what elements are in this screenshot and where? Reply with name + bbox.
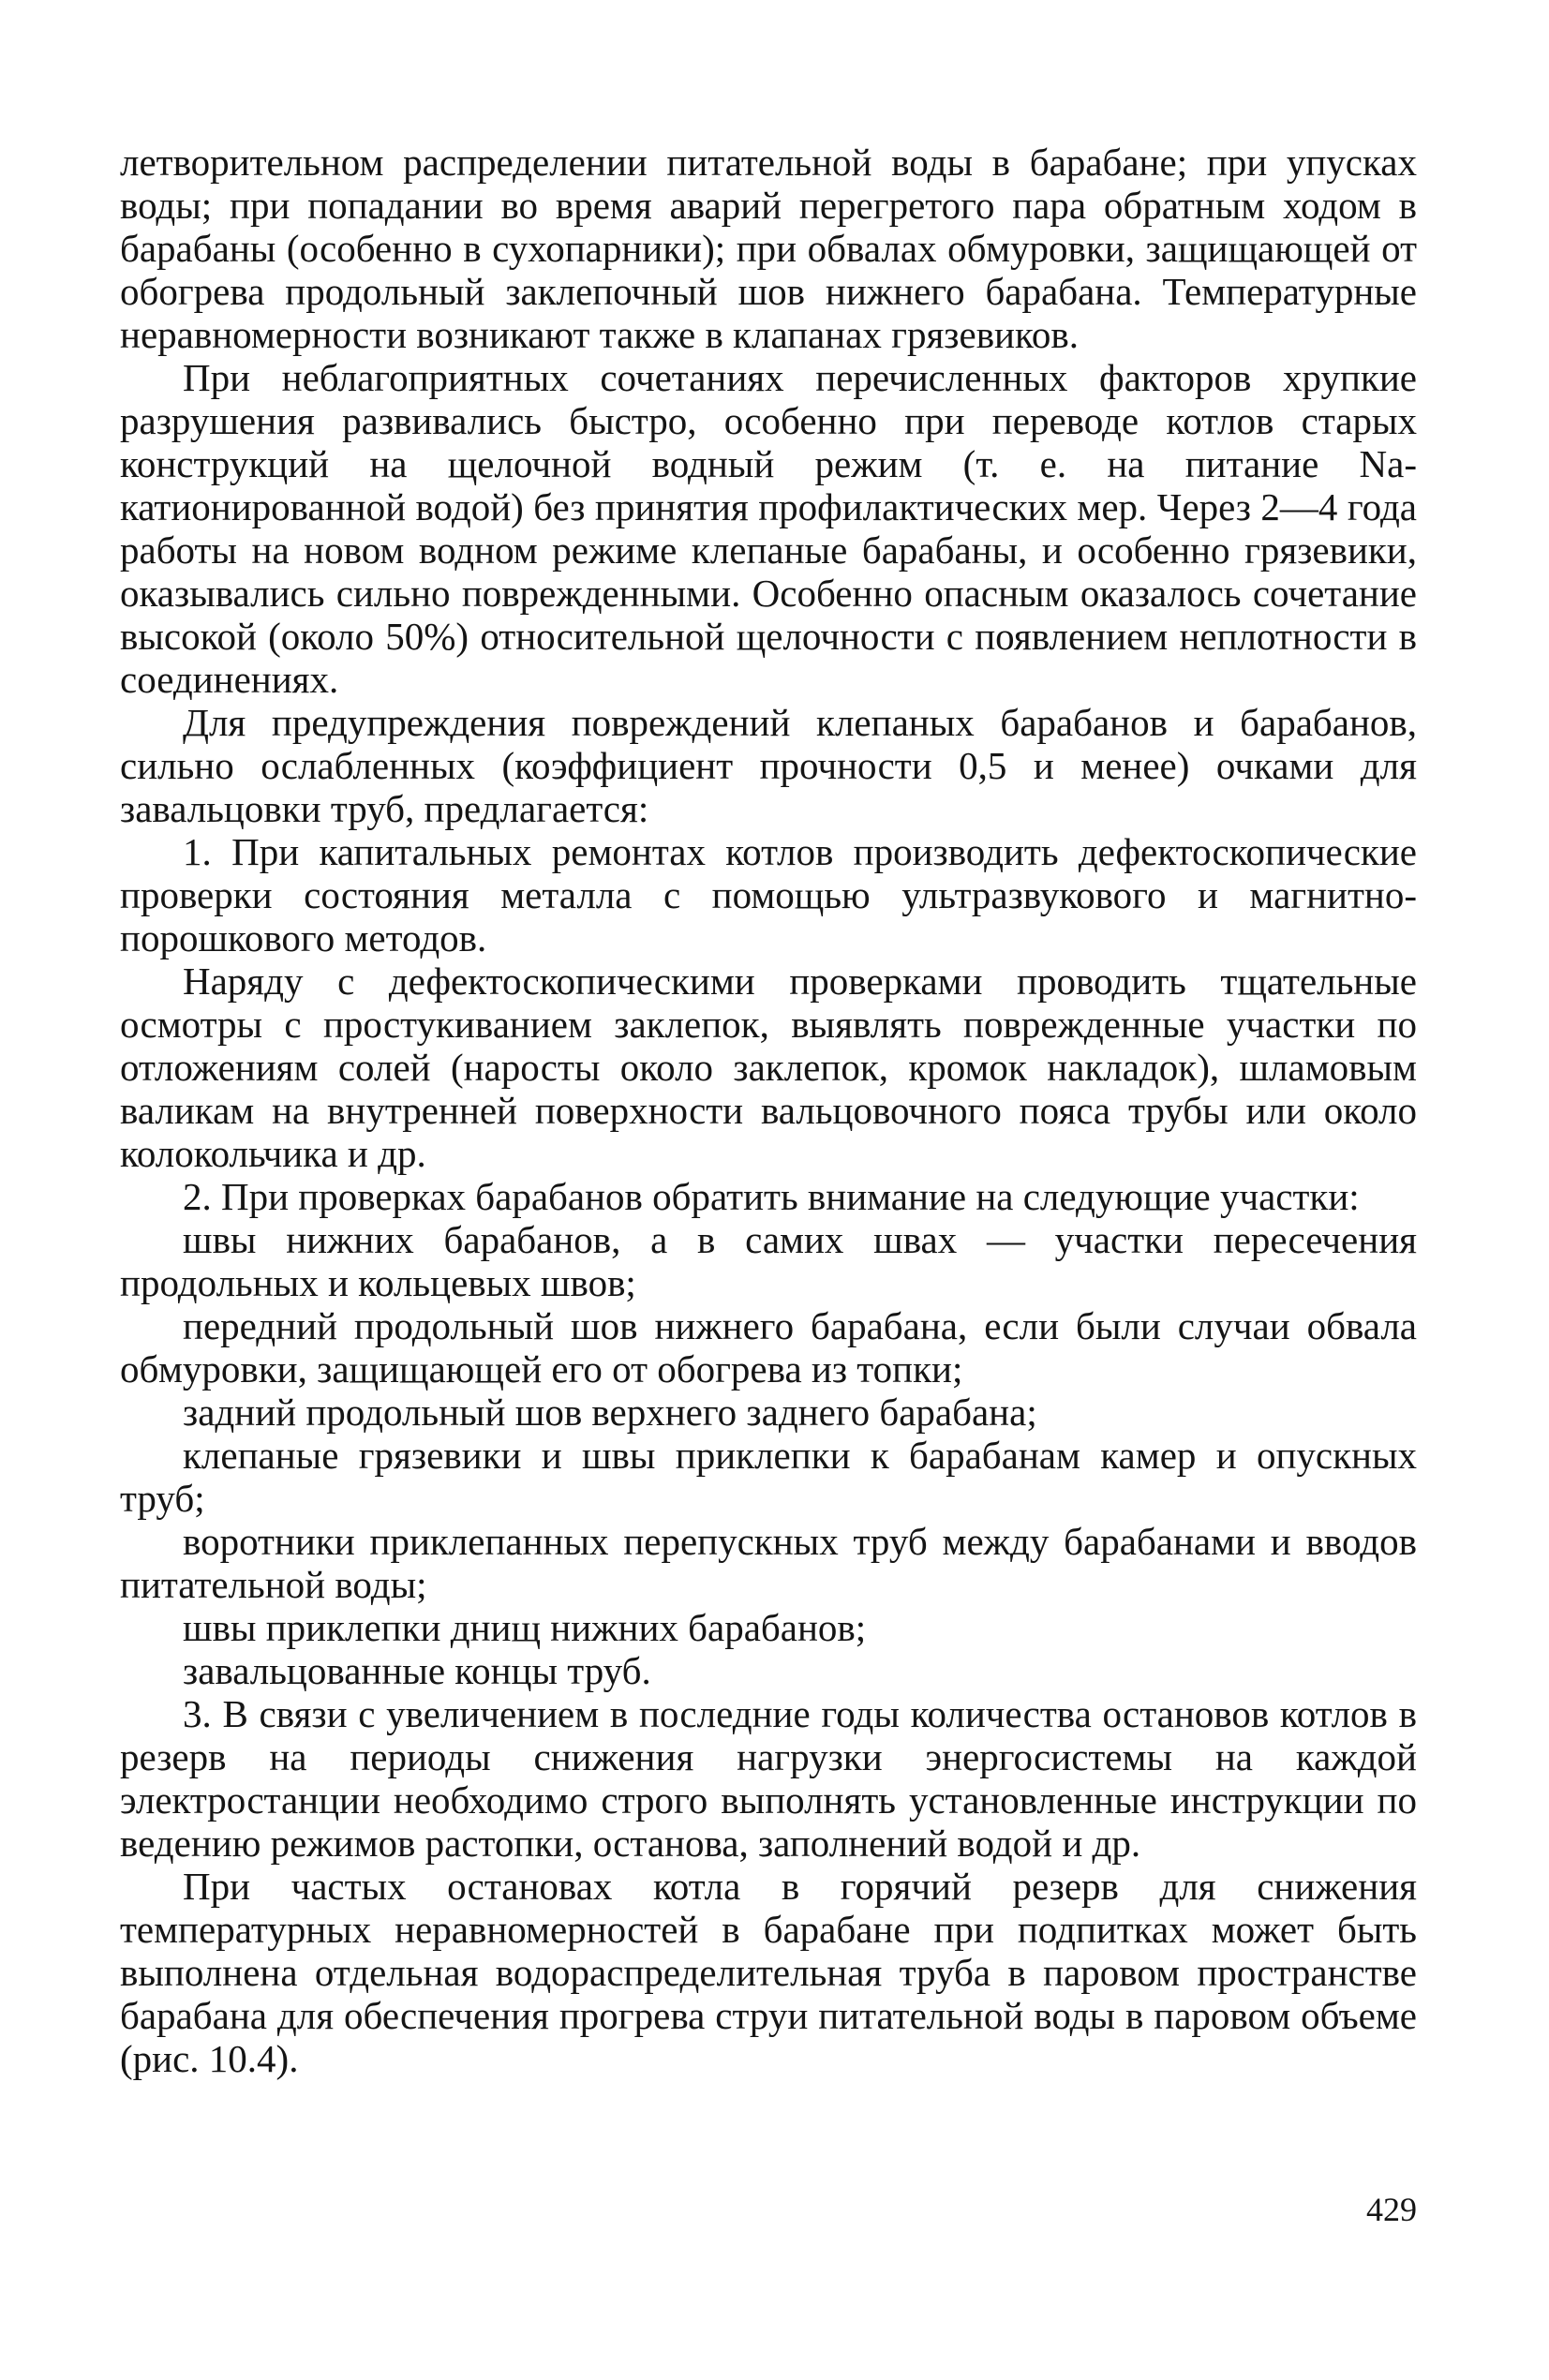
sub-list-item: передний продольный шов нижнего барабана, если были случаи обвала обмуровки, защищающей его от обогрева из топки; [120,1304,1417,1391]
page-number: 429 [1366,2191,1417,2228]
sub-list-item: клепаные грязевики и швы приклепки к барабанам камер и опускных труб; [120,1434,1417,1520]
sub-list-item: воротники приклепанных перепускных труб между барабанами и вводов питательной воды; [120,1520,1417,1606]
list-item: 2. При проверках барабанов обратить внимание на следующие участки: [183,1175,1360,1218]
sub-list-item: завальцованные концы труб. [183,1649,651,1692]
paragraph: Наряду с дефектоскопическими проверками проводить тщательные осмотры с простукиванием заклепок, выявлять поврежденные участки по отложениям солей (наросты около заклепок, кромок накладок), шламовым валикам на внутренней поверхности вальцовочного пояса трубы или около колокольчика и др. [120,959,1417,1175]
paragraph-continued: летворительном распределении питательной воды в барабане; при упусках воды; при попадании во время аварий перегретого пара обратным ходом в барабаны (особенно в сухопарники); при обвалах обмуровки, защищающей от обогрева продольный заклепочный шов нижнего барабана. Температурные неравномерности возникают также в клапанах грязевиков. [120,141,1417,356]
sub-list-item: швы нижних барабанов, а в самих швах — участки пересечения продольных и кольцевых швов; [120,1218,1417,1304]
list-item: 3. В связи с увеличением в последние годы количества остановов котлов в резерв на периоды снижения нагрузки энергосистемы на каждой электростанции необходимо строго выполнять установленные инструкции по ведению режимов растопки, останова, заполнений водой и др. [120,1692,1417,1865]
body-text [120,141,1417,2080]
list-item: 1. При капитальных ремонтах котлов производить дефектоскопические проверки состояния металла с помощью ультразвукового и магнитно-порошкового методов. [120,830,1417,959]
sub-list-item: швы приклепки днищ нижних барабанов; [183,1606,867,1649]
paragraph: Для предупреждения повреждений клепаных барабанов и барабанов, сильно ослабленных (коэффициент прочности 0,5 и менее) очками для завальцовки труб, предлагается: [120,701,1417,830]
sub-list-item: задний продольный шов верхнего заднего барабана; [183,1391,1037,1434]
paragraph: При частых остановах котла в горячий резерв для снижения температурных неравномерностей в барабане при подпитках может быть выполнена отдельная водораспределительная труба в паровом пространстве барабана для обеспечения прогрева струи питательной воды в паровом объеме (рис. 10.4). [120,1865,1417,2080]
paragraph: При неблагоприятных сочетаниях перечисленных факторов хрупкие разрушения развивались быстро, особенно при переводе котлов старых конструкций на щелочной водный режим (т. е. на питание Na-катионированной водой) без принятия профилактических мер. Через 2—4 года работы на новом водном режиме клепаные барабаны, и особенно грязевики, оказывались сильно поврежденными. Особенно опасным оказалось сочетание высокой (около 50%) относительной щелочности с появлением неплотности в соединениях. [120,356,1417,701]
